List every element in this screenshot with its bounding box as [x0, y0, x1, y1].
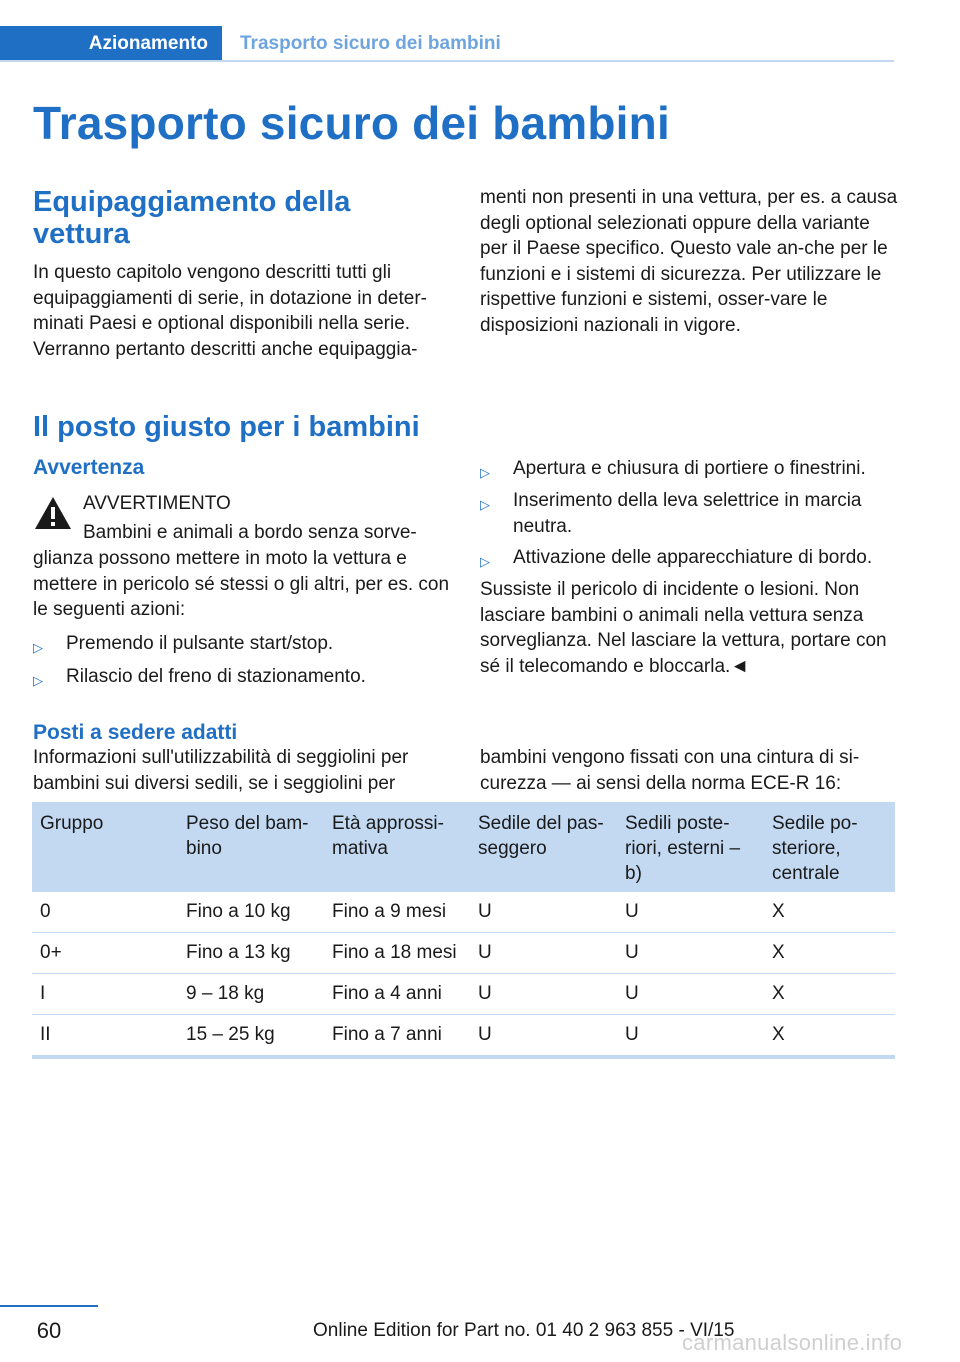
edition-text: Online Edition for Part no. 01 40 2 963 855 - VI/15: [313, 1320, 735, 1341]
col-posteriore-centrale: Sedile po-steriore, centrale: [764, 802, 895, 892]
equip-left-text: In questo capitolo vengono descritti tutti gli equipaggiamenti di serie, in dotazione in deter-minati Paesi e optional disponibili nella serie. Verranno pertanto descritti anche equipaggia-: [33, 262, 427, 360]
bullet-icon: ▷: [33, 640, 43, 655]
posti-left-text: Informazioni sull'utilizzabilità di seggiolini per bambini sui diversi sedili, se i seggiolini per: [33, 747, 409, 794]
avvertenza-heading: Avvertenza: [33, 456, 145, 479]
seat-table: [32, 802, 895, 1059]
danger-text: Sussiste il pericolo di incidente o lesioni. Non lasciare bambini o animali nella vettura senza sorveglianza. Nel lasciare la vettura, portare con sé il telecomando e bloccarla.◄: [480, 579, 887, 677]
posti-heading: Posti a sedere adatti: [33, 721, 238, 744]
col-peso: Peso del bam-bino: [178, 802, 324, 892]
header-divider: [0, 60, 894, 62]
page-title: Trasporto sicuro dei bambini: [33, 97, 670, 149]
posti-right-text: bambini vengono fissati con una cintura di si-curezza — ai sensi della norma ECE-R 16:: [480, 747, 860, 794]
equip-heading: Equipaggiamento della vettura: [33, 186, 351, 250]
footer-divider: [0, 1305, 98, 1307]
col-posteriori-esterni: Sedili poste-riori, esterni – b): [617, 802, 764, 892]
col-gruppo: Gruppo: [32, 802, 178, 892]
bullet-icon: ▷: [33, 673, 43, 688]
bullet-icon: ▷: [480, 465, 490, 480]
bullet-icon: ▷: [480, 497, 490, 512]
watermark: carmanualsonline.info: [682, 1330, 903, 1355]
table-header-row: [32, 802, 895, 892]
warning-label: AVVERTIMENTO: [83, 493, 231, 514]
warning-icon: [33, 495, 73, 531]
table-row: I 9 – 18 kg Fino a 4 anni U U X: [32, 974, 895, 1015]
list-item: ▷ Inserimento della leva selettrice in marcia neutra.: [480, 490, 862, 537]
warning-text: glianza possono mettere in moto la vettura e mettere in pericolo sé stessi o gli altri, per es. con le seguenti azioni:: [33, 548, 450, 620]
breadcrumb[interactable]: Trasporto sicuro dei bambini: [240, 33, 501, 54]
equip-right-text: menti non presenti in una vettura, per es. a causa degli optional selezionati oppure della variante per il Paese specifico. Questo vale an-che per le funzioni e i sistemi di sicurezza. Per utilizzare le rispettive funzioni e sistemi, osser-vare le disposizioni nazionali in vigore.: [480, 187, 898, 336]
warning-line1: Bambini e animali a bordo senza sorve-: [83, 522, 417, 543]
table-row: II 15 – 25 kg Fino a 7 anni U U X: [32, 1015, 895, 1058]
col-eta: Età approssi-mativa: [324, 802, 470, 892]
page-number: 60: [36, 1318, 62, 1343]
section-tab[interactable]: Azionamento: [0, 26, 222, 62]
col-passeggero: Sedile del pas-seggero: [470, 802, 617, 892]
table-row: 0+ Fino a 13 kg Fino a 18 mesi U U X: [32, 933, 895, 974]
bullet-icon: ▷: [480, 554, 490, 569]
table-row: 0 Fino a 10 kg Fino a 9 mesi U U X: [32, 892, 895, 933]
posto-heading: Il posto giusto per i bambini: [33, 411, 420, 443]
